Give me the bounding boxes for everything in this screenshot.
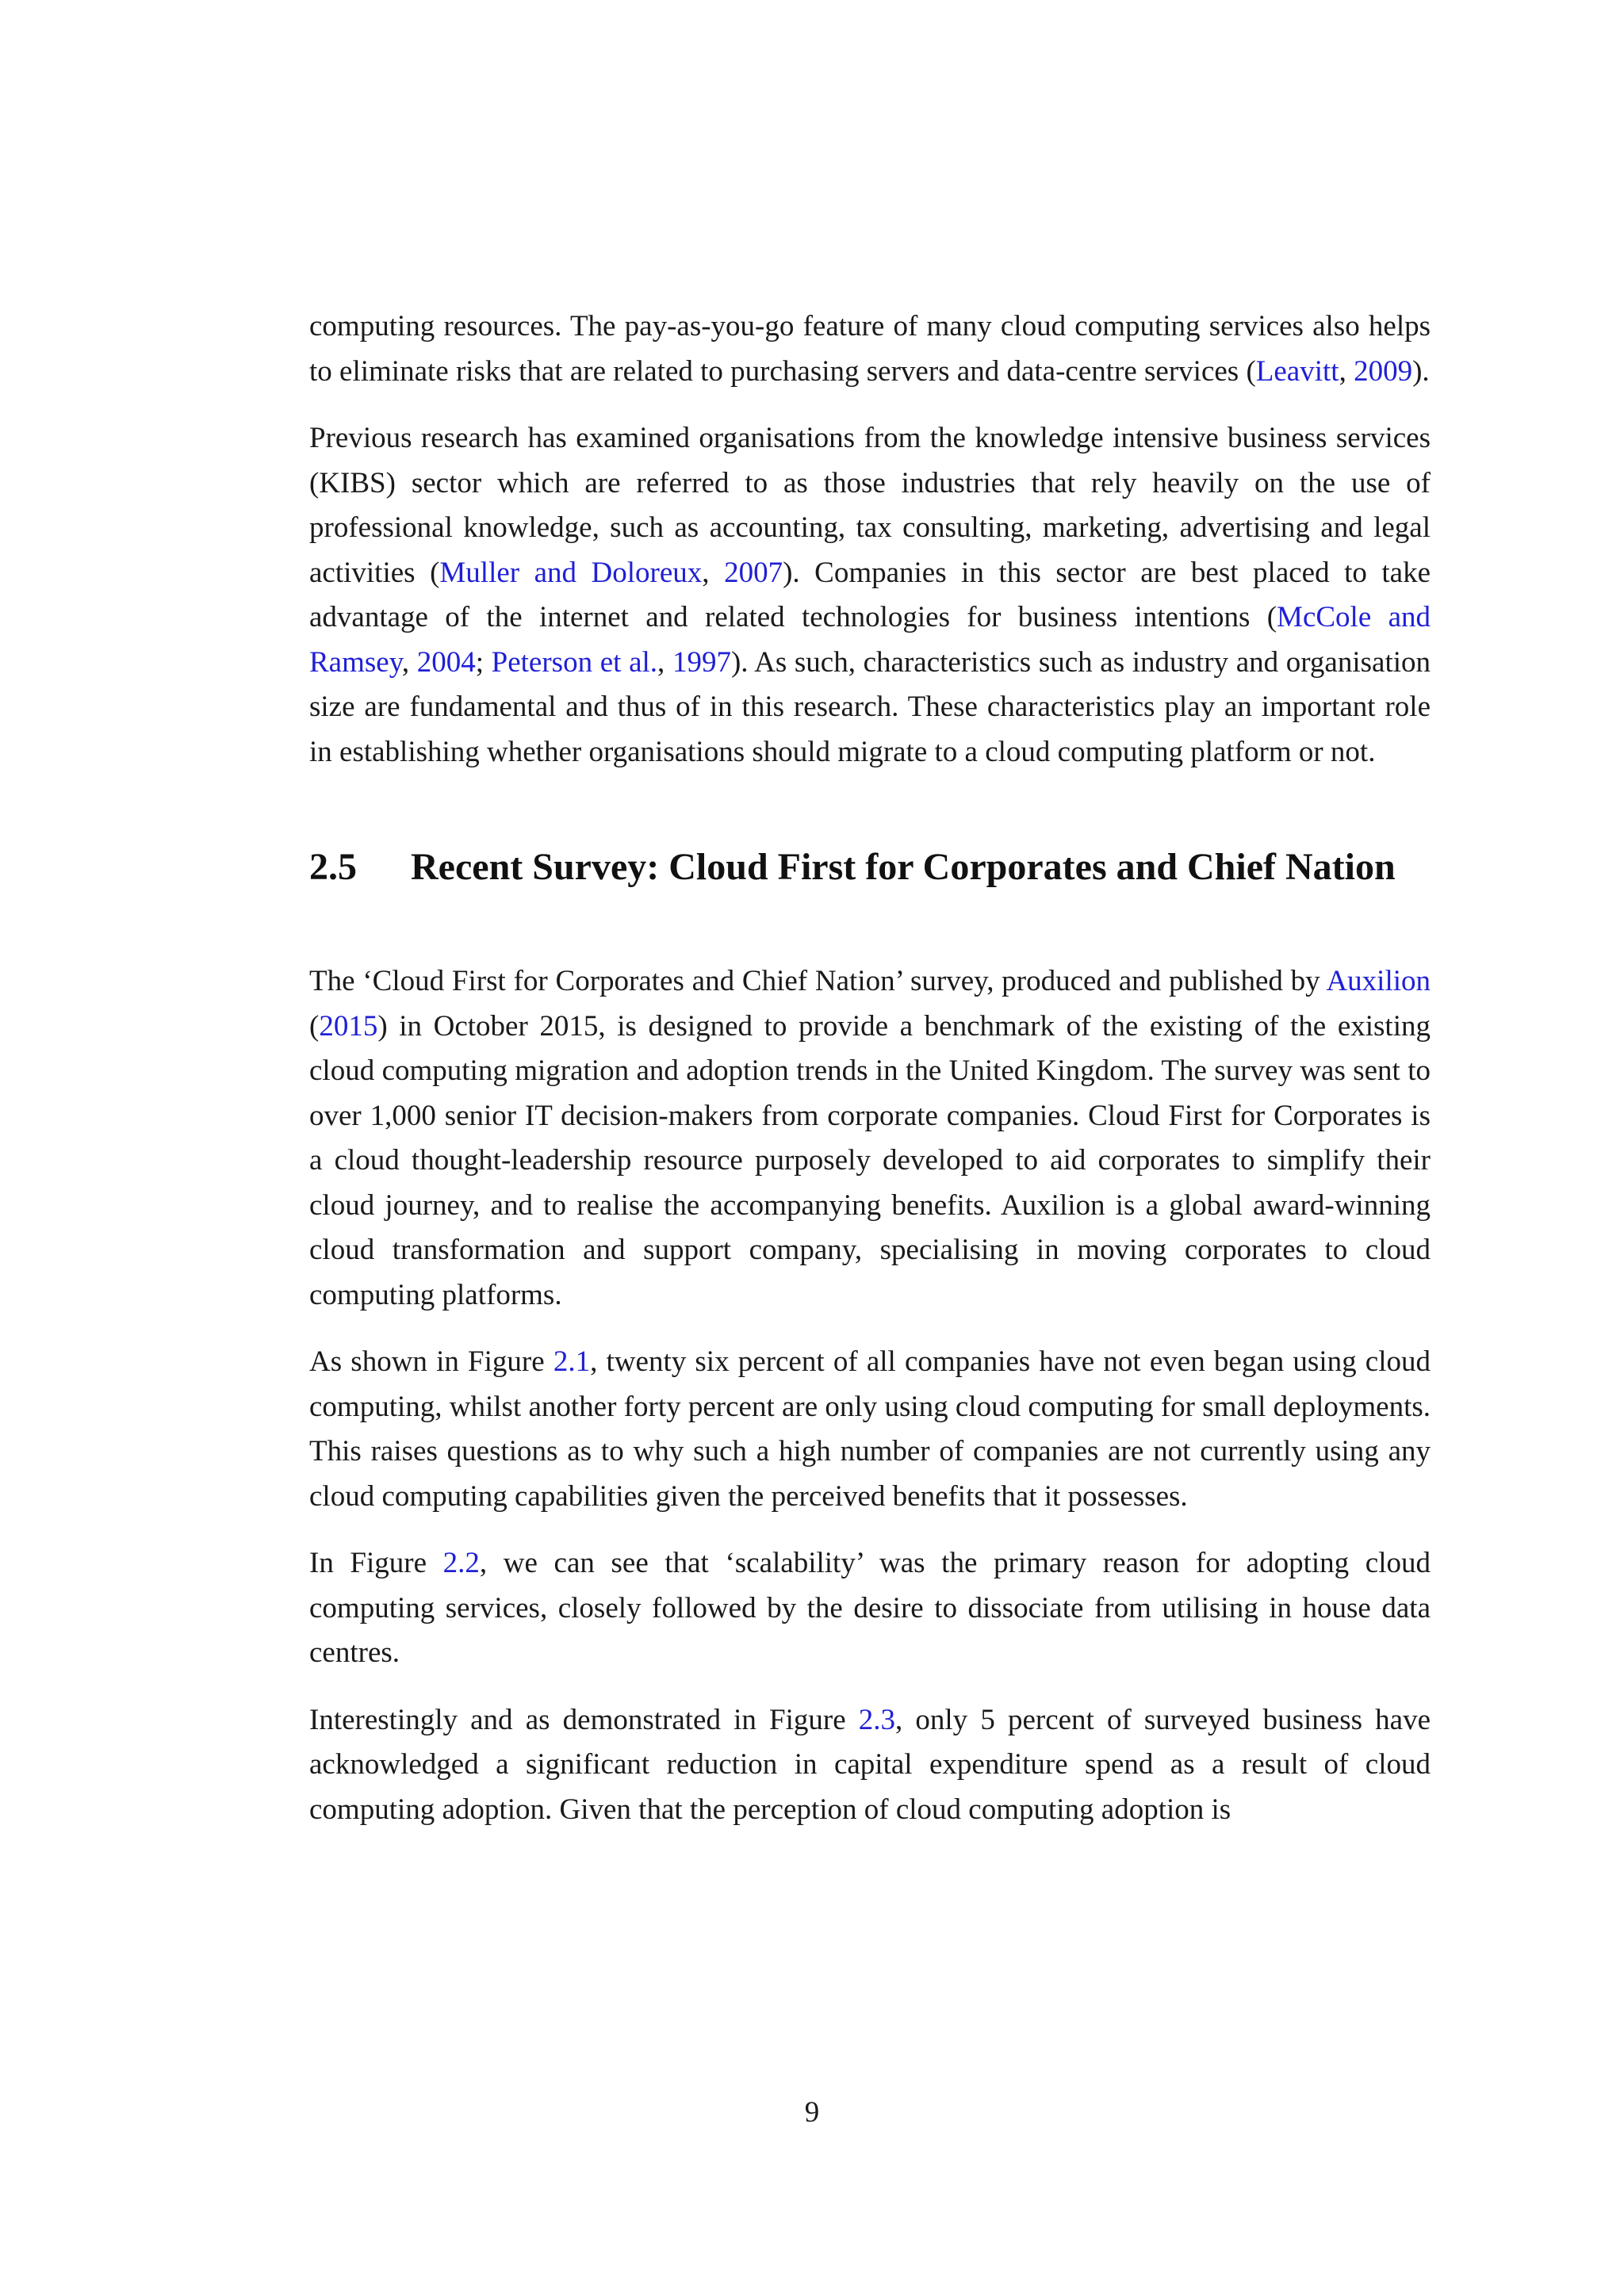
figure-ref-2-1[interactable]: 2.1: [553, 1345, 591, 1378]
paragraph-text: In Figure: [309, 1547, 443, 1579]
page-body: [309, 304, 1431, 1854]
citation-link-mccole-ramsey-year[interactable]: 2004: [416, 645, 476, 679]
section-title: Recent Survey: Cloud First for Corporates and Chief Nation: [411, 846, 1396, 888]
paragraph-text: , only 5 percent of surveyed business have acknowledged a significant reduction in capital expenditure spend as a result of cloud computing adoption. Given that the perception of cloud computing adoption is: [309, 1703, 1431, 1826]
paragraph-kibs-research: [309, 416, 1431, 775]
figure-ref-2-2[interactable]: 2.2: [442, 1547, 480, 1579]
paragraph-text: , we can see that ‘scalability’ was the primary reason for adopting cloud computing services, closely followed by the desire to dissociate from utilising in house data centres.: [309, 1547, 1431, 1669]
paragraph-text: ).: [1412, 354, 1430, 388]
citation-link-auxilion-year[interactable]: 2015: [319, 1009, 378, 1043]
paragraph-survey-description: [309, 959, 1431, 1318]
paragraph-text: Interestingly and as demonstrated in Figure: [309, 1703, 859, 1736]
citation-link-mccole-ramsey[interactable]: McCole and Ramsey: [309, 601, 1431, 679]
paragraph-text: ). As such, characteristics such as industry and organisation size are fundamental and thus of in this research. These characteristics play an important role in establishing whether organisations should migrate to a cloud computing platform or not.: [309, 645, 1431, 768]
citation-link-peterson[interactable]: Peterson et al.: [491, 645, 658, 679]
figure-ref-2-3[interactable]: 2.3: [858, 1703, 896, 1736]
page-number: 9: [804, 2096, 820, 2129]
section-heading: [309, 838, 1431, 896]
paragraph-text: As shown in Figure: [309, 1345, 553, 1378]
paragraph-text: , twenty six percent of all companies have not even began using cloud computing, whilst another forty percent are only using cloud computing for small deployments. This raises questions as to why such a high number of companies are not currently using any cloud computing capabilities given the perceived benefits that it possesses.: [309, 1345, 1431, 1513]
paragraph-text: ;: [475, 645, 492, 679]
citation-link-auxilion[interactable]: Auxilion: [1326, 965, 1431, 997]
paragraph-text: The ‘Cloud First for Corporates and Chief Nation’ survey, produced and published by: [309, 965, 1327, 997]
paragraph-figure-2-2: [309, 1541, 1431, 1676]
paragraph-figure-2-3: [309, 1698, 1431, 1833]
citation-link-peterson-year[interactable]: 1997: [672, 645, 731, 679]
paragraph-text: ,: [1339, 354, 1354, 388]
citation-link-muller-doloreux-year[interactable]: 2007: [724, 556, 783, 589]
citation-link-leavitt[interactable]: Leavitt: [1255, 354, 1339, 388]
paragraph-text: computing resources. The pay-as-you-go feature of many cloud computing services also helps to eliminate risks that are related to purchasing servers and data-centre services (: [309, 310, 1431, 388]
section-number: 2.5: [309, 846, 357, 888]
paragraph-text: ). Companies in this sector are best placed to take advantage of the internet and related technologies for business intentions (: [309, 556, 1431, 633]
paragraph-text: Previous research has examined organisations from the knowledge intensive business services (KIBS) sector which are referred to as those industries that rely heavily on the use of professional knowledge, such as accounting, tax consulting, marketing, advertising and legal activities (: [309, 422, 1431, 589]
citation-link-leavitt-year[interactable]: 2009: [1354, 354, 1413, 388]
paragraph-text: ,: [702, 556, 725, 589]
citation-link-muller-doloreux[interactable]: Muller and Doloreux: [439, 556, 703, 589]
paragraph-pay-as-you-go: [309, 304, 1431, 394]
paragraph-text: (: [309, 1009, 320, 1043]
paragraph-text: ,: [401, 645, 417, 679]
paragraph-text: ) in October 2015, is designed to provide a benchmark of the existing of the existing cloud computing migration and adoption trends in the United Kingdom. The survey was sent to over 1,000 senior IT decision-makers from corporate companies. Cloud First for Corporates is a cloud thought-leadership resource purposely developed to aid corporates to simplify their cloud journey, and to realise the accompanying benefits. Auxilion is a global award-winning cloud transformation and support company, specialising in moving corporates to cloud computing platforms.: [309, 1009, 1431, 1311]
paragraph-figure-2-1: [309, 1340, 1431, 1519]
paragraph-text: ,: [657, 645, 672, 679]
